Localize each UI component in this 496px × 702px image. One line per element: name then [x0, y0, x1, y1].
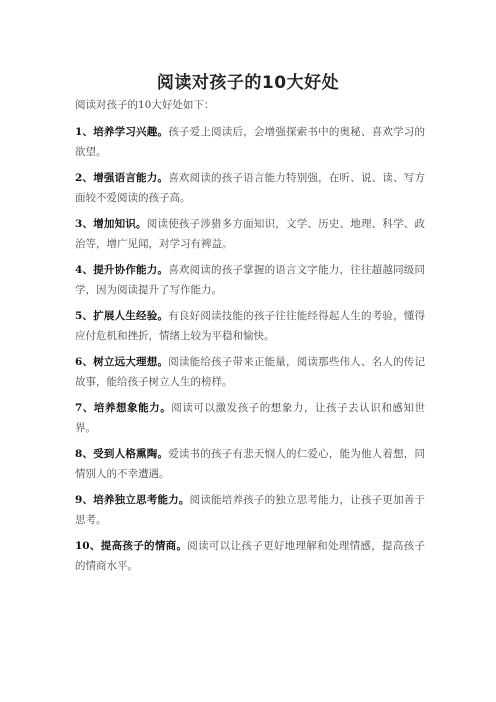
item-body: 孩子爱上阅读后，会增强探索书中的奥秘、喜欢学习的欲望。	[75, 126, 425, 158]
benefit-list	[75, 122, 425, 582]
item-body: 喜欢阅读的孩子语言能力特别强，在听、说、读、写方面较不爱阅读的孩子高。	[75, 172, 425, 204]
list-item	[75, 352, 425, 392]
intro-text: 阅读对孩子的10大好处如下：	[75, 99, 215, 111]
list-item	[75, 536, 425, 576]
item-heading: 9、培养独立思考能力。	[75, 494, 190, 506]
list-item	[75, 214, 425, 254]
item-body: 有良好阅读技能的孩子往往能经得起人生的考验，懂得应付危机和挫折，情绪上较为平稳和愉快。	[75, 310, 425, 342]
list-item	[75, 260, 425, 300]
item-heading: 5、扩展人生经验。	[75, 310, 169, 322]
item-heading: 2、增强语言能力。	[75, 172, 169, 184]
item-heading: 3、增加知识。	[75, 218, 147, 230]
list-item	[75, 168, 425, 208]
item-body: 阅读可以让孩子更好地理解和处理情感，提高孩子的情商水平。	[75, 540, 425, 572]
item-body: 阅读能培养孩子的独立思考能力，让孩子更加善于思考。	[75, 494, 425, 526]
item-heading: 8、受到人格熏陶。	[75, 448, 169, 460]
list-item	[75, 444, 425, 484]
list-item	[75, 490, 425, 530]
item-heading: 7、培养想象能力。	[75, 402, 172, 414]
document-title: 阅读对孩子的10大好处	[156, 73, 340, 93]
list-item	[75, 398, 425, 438]
item-heading: 6、树立远大理想。	[75, 356, 169, 368]
item-heading: 4、提升协作能力。	[75, 264, 169, 276]
item-heading: 1、培养学习兴趣。	[75, 126, 169, 138]
list-item	[75, 122, 425, 162]
item-body: 爱读书的孩子有悲天悯人的仁爱心，能为他人着想，同情别人的不幸遭遇。	[75, 448, 425, 480]
item-body: 喜欢阅读的孩子掌握的语言文字能力，往往超越同级同学，因为阅读提升了写作能力。	[75, 264, 425, 296]
item-body: 阅读可以激发孩子的想象力，让孩子去认识和感知世界。	[75, 402, 425, 434]
item-body: 阅读能给孩子带来正能量，阅读那些伟人、名人的传记故事，能给孩子树立人生的榜样。	[75, 356, 425, 388]
item-heading: 10、提高孩子的情商。	[75, 540, 188, 552]
item-body: 阅读使孩子涉猎多方面知识，文学、历史、地理、科学、政治等，增广见闻，对学习有裨益。	[75, 218, 426, 250]
list-item	[75, 306, 425, 346]
